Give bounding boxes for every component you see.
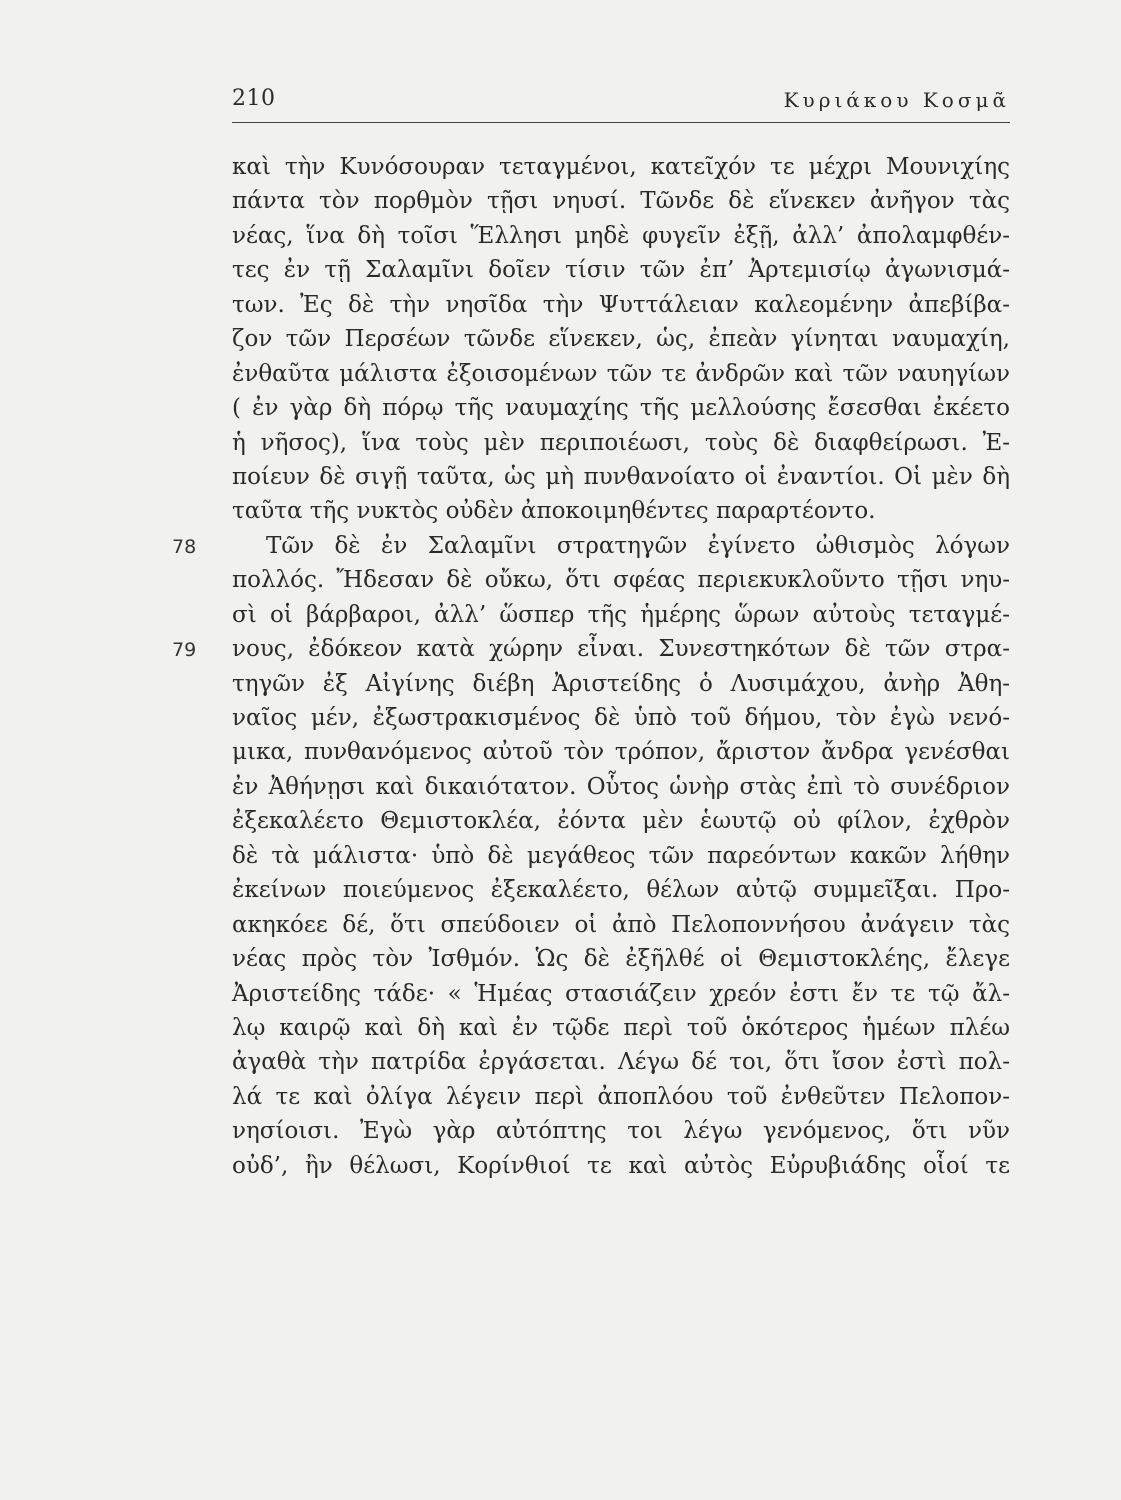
text-line: νους, ἐδόκεον κατὰ χώρην εἶναι. Συνεστηκότων δὲ τῶν στρα- bbox=[232, 636, 1010, 663]
text-line: λά τε καὶ ὀλίγα λέγειν περὶ ἀποπλόου τοῦ ἐνθεῦτεν Πελοπον- bbox=[232, 1083, 1010, 1110]
text-line: νέας πρὸς τὸν Ἰσθμόν. Ὡς δὲ ἐξῆλθέ οἱ Θεμιστοκλέης, ἔλεγε bbox=[232, 946, 1010, 973]
body-text bbox=[232, 150, 1010, 1183]
text-line: πάντα τὸν πορθμὸν τῇσι νηυσί. Τῶνδε δὲ εἵνεκεν ἀνῆγον τὰς bbox=[232, 188, 1010, 215]
text-line: ἐνθαῦτα μάλιστα ἐξοισομένων τῶν τε ἀνδρῶν καὶ τῶν ναυηγίων bbox=[232, 360, 1010, 387]
text-line: Ἀριστείδης τάδε· « Ἡμέας στασιάζειν χρεόν ἐστι ἔν τε τῷ ἄλ- bbox=[232, 980, 1010, 1007]
text-line: ταῦτα τῆς νυκτὸς οὐδὲν ἀποκοιμηθέντες παραρτέοντο. bbox=[232, 498, 876, 525]
text-line: τες ἐν τῇ Σαλαμῖνι δοῖεν τίσιν τῶν ἐπ’ Ἀρτεμισίῳ ἀγωνισμά- bbox=[232, 257, 1010, 284]
text-line: οὐδ’, ἢν θέλωσι, Κορίνθιοί τε καὶ αὐτὸς Εὐρυβιάδης οἷοί τε bbox=[232, 1152, 1010, 1179]
text-line: ἡ νῆσος), ἵνα τοὺς μὲν περιποιέωσι, τοὺς δὲ διαφθείρωσι. Ἐ- bbox=[232, 429, 1010, 456]
text-line: τηγῶν ἐξ Αἰγίνης διέβη Ἀριστείδης ὁ Λυσιμάχου, ἀνὴρ Ἀθη- bbox=[232, 670, 1010, 697]
running-head: Κυριάκου Κοσμᾶ bbox=[783, 88, 1010, 112]
text-line: ακηκόεε δέ, ὅτι σπεύδοιεν οἱ ἀπὸ Πελοποννήσου ἀνάγειν τὰς bbox=[232, 911, 1010, 938]
text-line: ἐν Ἀθήνῃσι καὶ δικαιότατον. Οὗτος ὡνὴρ στὰς ἐπὶ τὸ συνέδριον bbox=[232, 773, 1010, 800]
text-line: ἐξεκαλέετο Θεμιστοκλέα, ἐόντα μὲν ἑωυτῷ οὐ φίλον, ἐχθρὸν bbox=[232, 808, 1010, 835]
text-line: των. Ἐς δὲ τὴν νησῖδα τὴν Ψυττάλειαν καλεομένην ἀπεβίβα- bbox=[232, 291, 1010, 318]
text-line: δὲ τὰ μάλιστα· ὑπὸ δὲ μεγάθεος τῶν παρεόντων κακῶν λήθην bbox=[232, 842, 1010, 869]
text-line: πολλός. Ἤδεσαν δὲ οὔκω, ὅτι σφέας περιεκυκλοῦντο τῇσι νηυ- bbox=[232, 567, 1010, 594]
text-line: ( ἐν γὰρ δὴ πόρῳ τῆς ναυμαχίης τῆς μελλούσης ἔσεσθαι ἐκέετο bbox=[232, 395, 1010, 422]
text-line: ἀγαθὰ τὴν πατρίδα ἐργάσεται. Λέγω δέ τοι, ὅτι ἴσον ἐστὶ πολ- bbox=[232, 1049, 1010, 1076]
text-line: μικα, πυνθανόμενος αὐτοῦ τὸν τρόπον, ἄριστον ἄνδρα γενέσθαι bbox=[232, 739, 1010, 766]
text-line: σὶ οἱ βάρβαροι, ἀλλ’ ὥσπερ τῆς ἡμέρης ὥρων αὐτοὺς τεταγμέ- bbox=[232, 601, 1010, 628]
section-number: 78 bbox=[172, 535, 197, 558]
text-line: λῳ καιρῷ καὶ δὴ καὶ ἐν τῷδε περὶ τοῦ ὁκότερος ἡμέων πλέω bbox=[232, 1014, 1010, 1041]
text-line: καὶ τὴν Κυνόσουραν τεταγμένοι, κατεῖχόν τε μέχρι Μουνιχίης bbox=[232, 154, 1010, 180]
text-line: ἐκείνων ποιεύμενος ἐξεκαλέετο, θέλων αὐτῷ συμμεῖξαι. Προ- bbox=[232, 877, 1010, 904]
page-header bbox=[232, 86, 1010, 116]
text-line: Τῶν δὲ ἐν Σαλαμῖνι στρατηγῶν ἐγίνετο ὠθισμὸς λόγων bbox=[266, 532, 1010, 559]
page-number: 210 bbox=[232, 86, 276, 111]
section-number: 79 bbox=[172, 639, 197, 662]
text-line: ζον τῶν Περσέων τῶνδε εἵνεκεν, ὡς, ἐπεὰν γίνηται ναυμαχίη, bbox=[232, 326, 1010, 353]
text-line: ποίευν δὲ σιγῇ ταῦτα, ὡς μὴ πυνθανοίατο οἱ ἐναντίοι. Οἱ μὲν δὴ bbox=[232, 463, 1010, 490]
text-line: νησίοισι. Ἐγὼ γὰρ αὐτόπτης τοι λέγω γενόμενος, ὅτι νῦν bbox=[232, 1118, 1010, 1145]
text-line: ναῖος μέν, ἐξωστρακισμένος δὲ ὑπὸ τοῦ δήμου, τὸν ἐγὼ νενό- bbox=[232, 705, 1010, 731]
header-rule bbox=[232, 122, 1010, 123]
text-line: νέας, ἵνα δὴ τοῖσι Ἕλλησι μηδὲ φυγεῖν ἐξῇ, ἀλλ’ ἀπολαμφθέν- bbox=[232, 222, 1010, 249]
